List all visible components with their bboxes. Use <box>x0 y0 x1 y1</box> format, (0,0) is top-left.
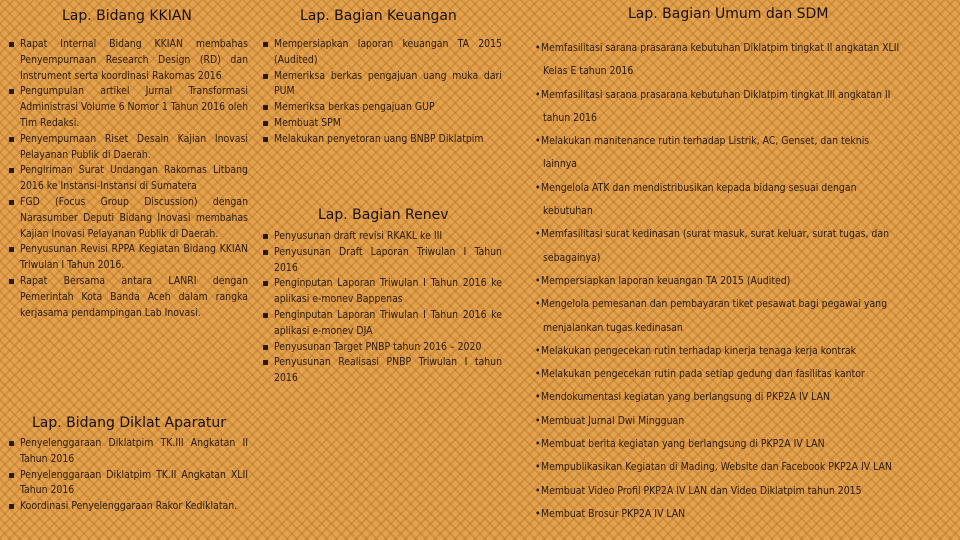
list-item <box>535 480 951 503</box>
list-item <box>535 177 951 224</box>
renev-title: Lap. Bagian Renev <box>318 207 449 223</box>
list-item: Penyelenggaraan Diklatpim TK.III Angkatan II Tahun 2016 <box>8 436 248 468</box>
list-item: Penyempurnaan Riset Desain Kajian Inovasi Pelayanan Publik di Daerah. <box>8 132 248 164</box>
list-item-text: Mempublikasikan Kegiatan di Mading, Website dan Facebook PKP2A IV LAN <box>541 461 892 474</box>
list-item-text: Memfasilitasi surat kedinasan (surat masuk, surat keluar, surat tugas, dan <box>541 228 889 241</box>
keuangan-list <box>262 37 502 148</box>
list-item <box>535 37 951 84</box>
list-item: Penginputan Laporan Triwulan I Tahun 2016 ke aplikasi e-monev DJA <box>262 308 502 340</box>
list-item <box>535 130 951 177</box>
list-item <box>535 270 951 293</box>
list-item: FGD (Focus Group Discussion) dengan Narasumber Deputi Bidang Inovasi membahas Kajian Inovasi Pelayanan Publik di Daerah. <box>8 195 248 242</box>
umum-list <box>535 37 951 526</box>
list-item-continuation: Kelas E tahun 2016 <box>543 65 634 78</box>
list-item <box>535 84 951 131</box>
list-item-continuation: lainnya <box>543 158 578 171</box>
list-item-continuation: menjalankan tugas kedinasan <box>543 321 683 334</box>
kkian-title: Lap. Bidang KKIAN <box>62 8 192 24</box>
list-item <box>535 223 951 270</box>
list-item <box>535 456 951 479</box>
list-item <box>535 340 951 363</box>
list-item <box>535 363 951 386</box>
list-item-text: Melakukan pengecekan rutin pada setiap gedung dan fasilitas kantor <box>541 368 865 381</box>
list-item-text: Melakukan pengecekan rutin terhadap kinerja tenaga kerja kontrak <box>541 344 857 357</box>
list-item-continuation: kebutuhan <box>543 205 593 218</box>
renev-list <box>262 229 502 387</box>
diklat-title: Lap. Bidang Diklat Aparatur <box>32 415 227 431</box>
list-item: Memeriksa berkas pengajuan uang muka dari PUM <box>262 69 502 101</box>
list-item-continuation: sebagainya) <box>543 251 601 264</box>
list-item: Penyusunan draft revisi RKAKL ke III <box>262 229 502 245</box>
keuangan-title: Lap. Bagian Keuangan <box>300 8 457 24</box>
list-item-text: Memfasilitasi sarana prasarana kebutuhan Diklatpim tingkat II angkatan XLII <box>541 42 900 54</box>
list-item-text: Mempersiapkan laporan keuangan TA 2015 (Audited) <box>541 274 791 287</box>
umum-title: Lap. Bagian Umum dan SDM <box>628 6 829 22</box>
kkian-list <box>8 37 248 321</box>
list-item-continuation: tahun 2016 <box>543 111 597 124</box>
list-item-text: Mengelola pemesanan dan pembayaran tiket pesawat bagi pegawai yang <box>541 298 888 311</box>
list-item: Rapat Internal Bidang KKIAN membahas Penyempurnaan Research Design (RD) dan Instrument serta koordinasi Rakornas 2016 <box>8 37 248 84</box>
list-item-text: Mengelola ATK dan mendistribusikan kepada bidang sesuai dengan <box>541 181 857 194</box>
list-item: Penyusunan Realisasi PNBP Triwulan I tahun 2016 <box>262 355 502 387</box>
list-item: Pengiriman Surat Undangan Rakornas Litbang 2016 ke Instansi-Instansi di Sumatera <box>8 163 248 195</box>
list-item: Koordinasi Penyelenggaraan Rakor Kediklatan. <box>8 499 248 515</box>
list-item <box>535 433 951 456</box>
list-item-text: Mendokumentasi kegiatan yang berlangsung di PKP2A IV LAN <box>541 391 830 404</box>
list-item-text: Membuat Jurnal Dwi Mingguan <box>541 414 685 427</box>
list-item: Penyelenggaraan Diklatpim TK.II Angkatan XLII Tahun 2016 <box>8 468 248 500</box>
list-item: Penyusunan Draft Laporan Triwulan I Tahun 2016 <box>262 245 502 277</box>
list-item-text: Membuat Brosur PKP2A IV LAN <box>541 507 686 520</box>
list-item <box>535 293 951 340</box>
list-item: Penyusunan Target PNBP tahun 2016 – 2020 <box>262 340 502 356</box>
list-item-text: Melakukan manitenance rutin terhadap Listrik, AC, Genset, dan teknis <box>541 135 870 148</box>
list-item: Mempersiapkan laporan keuangan TA 2015 (Audited) <box>262 37 502 69</box>
list-item: Membuat SPM <box>262 116 502 132</box>
list-item: Melakukan penyetoran uang BNBP Diklatpim <box>262 132 502 148</box>
list-item: Penyusunan Revisi RPPA Kegiatan Bidang KKIAN Triwulan I Tahun 2016. <box>8 242 248 274</box>
list-item <box>535 410 951 433</box>
diklat-list <box>8 436 248 515</box>
list-item-text: Membuat berita kegiatan yang berlangsung di PKP2A IV LAN <box>541 438 825 451</box>
list-item: Penginputan Laporan Triwulan I Tahun 2016 ke aplikasi e-monev Bappenas <box>262 276 502 308</box>
list-item: Pengumpulan artikel Jurnal Transformasi Administrasi Volume 6 Nomor 1 Tahun 2016 oleh Tim Redaksi. <box>8 84 248 131</box>
list-item <box>535 386 951 409</box>
list-item: Memeriksa berkas pengajuan GUP <box>262 100 502 116</box>
list-item-text: Memfasilitasi sarana prasarana kebutuhan Diklatpim tingkat III angkatan II <box>541 88 891 101</box>
list-item-text: Membuat Video Profil PKP2A IV LAN dan Video Diklatpim tahun 2015 <box>541 484 862 497</box>
list-item: Rapat Bersama antara LANRI dengan Pemerintah Kota Banda Aceh dalam rangka kerjasama pendampingan Lab Inovasi. <box>8 274 248 321</box>
list-item <box>535 503 951 526</box>
